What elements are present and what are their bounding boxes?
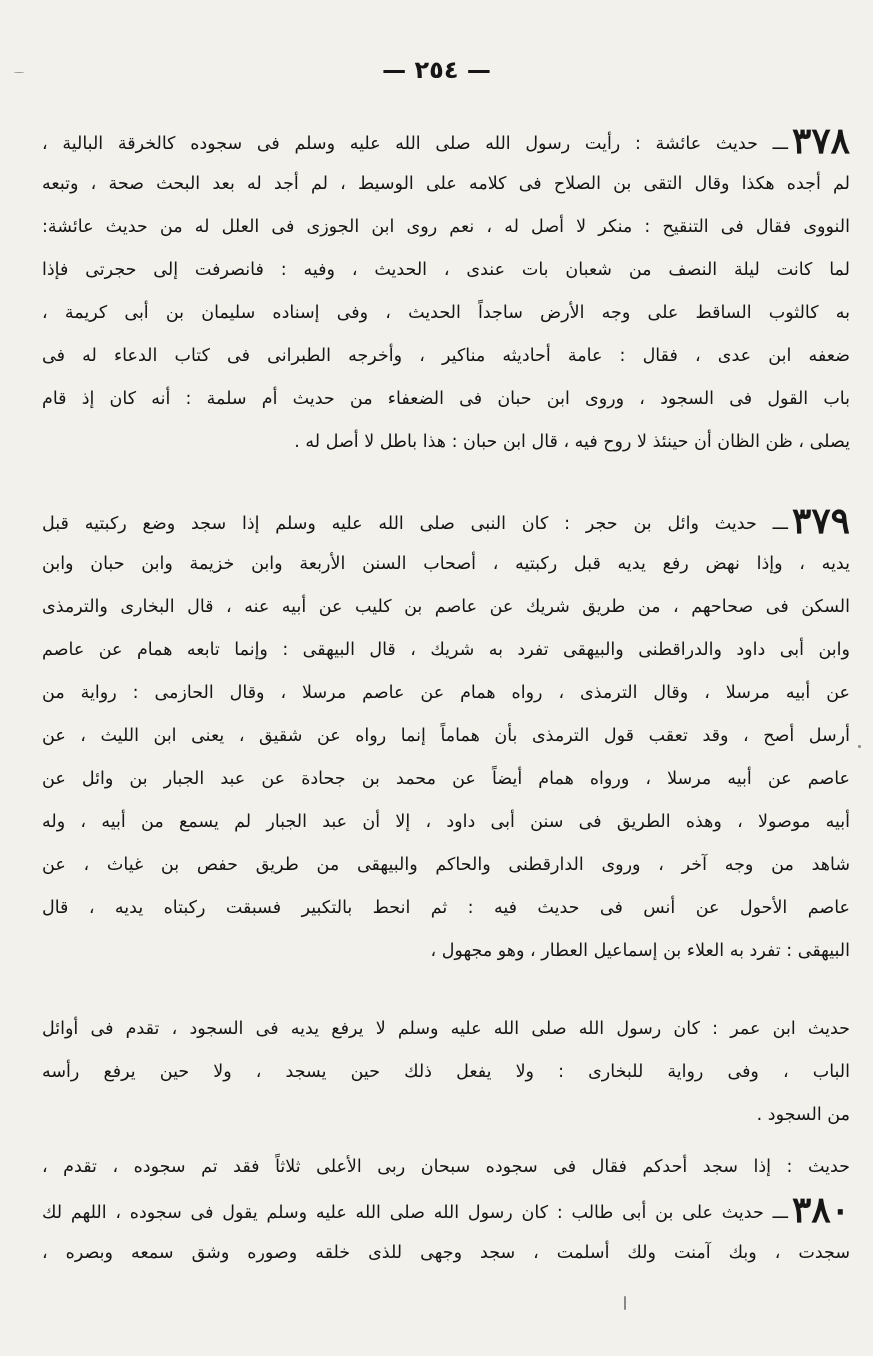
text-line: وابن أبى داود والدراقطنى والبيهقى تفرد به شريك ، قال البيهقى : وإنما تابعه همام عن عاصم bbox=[42, 640, 850, 660]
page-number: — ٢٥٤ — bbox=[382, 56, 491, 84]
text-line: عاصم عن أبيه مرسلا ، ورواه همام أيضاً عن محمد بن جحادة عن عبد الجبار بن وائل عن bbox=[42, 769, 850, 789]
text-line: عاصم الأحول عن أنس فى حديث فيه : ثم انحط بالتكبير فسبقت ركبتاه يديه ، قال bbox=[42, 898, 850, 918]
text-line: الباب ، وفى رواية للبخارى : ولا يفعل ذلك حين يسجد ، ولا حين يرفع رأسه bbox=[42, 1062, 850, 1082]
text-line: أبيه موصولا ، وهذه الطريق فى سنن أبى داود ، إلا أن عبد الجبار لم يسمع من أبيه ، وله bbox=[42, 812, 850, 832]
scan-speck bbox=[14, 72, 24, 73]
text-line: سجدت ، وبك آمنت ولك أسلمت ، سجد وجهى للذى خلقه وصوره وشق سمعه وبصره ، bbox=[42, 1243, 850, 1263]
text-line: شاهد من وجه آخر ، وروى الدارقطنى والحاكم والبيهقى من طريق حفص بن غياث ، عن bbox=[42, 855, 850, 875]
text-line: يديه ، وإذا نهض رفع يديه قبل ركبتيه ، أصحاب السنن الأربعة وابن خزيمة وابن حبان وابن bbox=[42, 554, 850, 574]
text-line: به كالثوب الساقط على وجه الأرض ساجداً الحديث ، وفى إسناده سليمان بن أبى كريمة ، bbox=[42, 303, 850, 323]
paragraph-380 bbox=[42, 1146, 850, 1275]
scan-speck bbox=[624, 1296, 626, 1310]
paragraph-379 bbox=[42, 500, 850, 973]
text-line: لم أجده هكذا وقال التقى بن الصلاح فى كلامه على الوسيط ، لم أجد له بعد البحث صحة ، وتبعه bbox=[42, 174, 850, 194]
paragraph-ibn-umar bbox=[42, 1008, 850, 1137]
scan-speck bbox=[858, 745, 861, 748]
text-line: ٣٧٩ـــ حديث وائل بن حجر : كان النبى صلى الله عليه وسلم إذا سجد وضع ركبتيه قبل bbox=[42, 500, 850, 542]
text-line: حديث : إذا سجد أحدكم فقال فى سجوده سبحان ربى الأعلى ثلاثاً فقد تم سجوده ، تقدم ، bbox=[42, 1157, 850, 1177]
text-line: من السجود . bbox=[756, 1105, 850, 1125]
text-line: باب القول فى السجود ، وروى ابن حبان فى الضعفاء من حديث أم سلمة : أنه كان إذ قام bbox=[42, 389, 850, 409]
text-line: ٣٨٠ـــ حديث على بن أبى طالب : كان رسول الله صلى الله عليه وسلم يقول فى سجوده ، اللهم لك bbox=[42, 1189, 850, 1231]
hadith-number: ٣٧٩ bbox=[791, 500, 850, 542]
text-line: أرسل أصح ، وقد تعقب قول الترمذى بأن هماماً إنما رواه عن شقيق ، يعنى ابن الليث ، عن bbox=[42, 726, 850, 746]
text-line: ضعفه ابن عدى ، فقال : عامة أحاديثه مناكير ، وأخرجه الطبرانى فى كتاب الدعاء له فى bbox=[42, 346, 850, 366]
text-line: يصلى ، ظن الظان أن حينئذ لا روح فيه ، قال ابن حبان : هذا باطل لا أصل له . bbox=[294, 432, 850, 452]
paragraph-378 bbox=[42, 120, 850, 464]
hadith-number: ٣٨٠ bbox=[791, 1189, 850, 1231]
text-line: السكن فى صحاحهم ، من طريق شريك عن عاصم بن كليب عن أبيه عنه ، قال البخارى والترمذى bbox=[42, 597, 850, 617]
text-line: لما كانت ليلة النصف من شعبان بات عندى ، الحديث ، وفيه : فانصرفت إلى حجرتى فإذا bbox=[42, 260, 850, 280]
text-line: ٣٧٨ـــ حديث عائشة : رأيت رسول الله صلى الله عليه وسلم فى سجوده كالخرقة البالية ، bbox=[42, 120, 850, 162]
hadith-number: ٣٧٨ bbox=[791, 120, 850, 162]
text-line: حديث ابن عمر : كان رسول الله صلى الله عليه وسلم لا يرفع يديه فى السجود ، تقدم فى أوائل bbox=[42, 1019, 850, 1039]
text-line: عن أبيه مرسلا ، وقال الترمذى ، رواه همام عن عاصم مرسلا ، وقال الحازمى : رواية من bbox=[42, 683, 850, 703]
text-line: النووى فقال فى التنقيح : منكر لا أصل له ، نعم روى ابن الجوزى فى العلل له من حديث عائشة: bbox=[42, 217, 850, 237]
text-line: البيهقى : تفرد به العلاء بن إسماعيل العطار ، وهو مجهول ، bbox=[430, 941, 850, 961]
